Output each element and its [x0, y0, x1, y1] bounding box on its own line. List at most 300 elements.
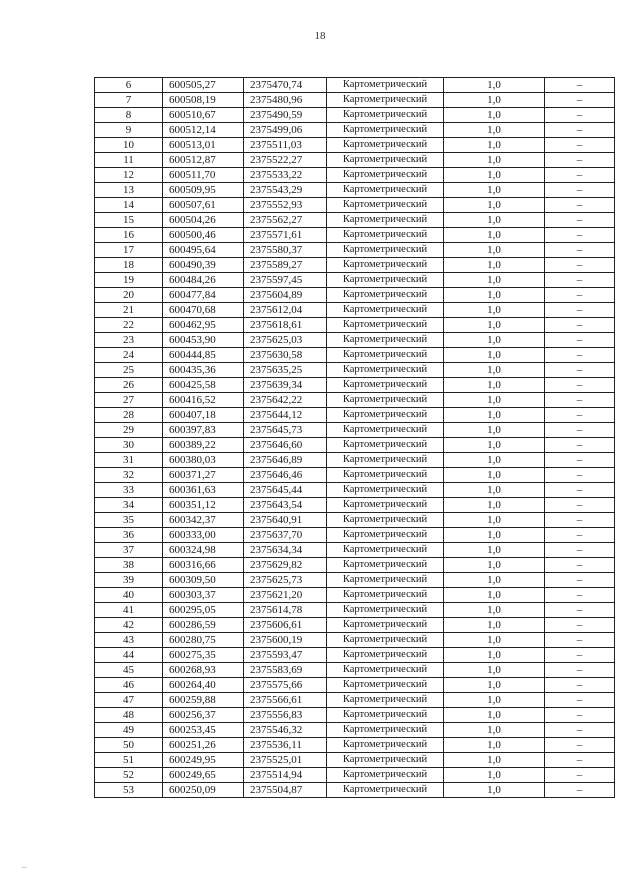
description-cell: –	[545, 528, 615, 543]
method-cell: Картометрический	[327, 198, 444, 213]
point-number-cell: 51	[95, 753, 163, 768]
y-coordinate-cell: 2375612,04	[244, 303, 327, 318]
y-coordinate-cell: 2375546,32	[244, 723, 327, 738]
point-number-cell: 10	[95, 138, 163, 153]
description-cell: –	[545, 108, 615, 123]
point-number-cell: 23	[95, 333, 163, 348]
table-row	[95, 228, 615, 243]
table-row	[95, 633, 615, 648]
point-number-cell: 28	[95, 408, 163, 423]
description-cell: –	[545, 348, 615, 363]
description-cell: –	[545, 663, 615, 678]
y-coordinate-cell: 2375511,03	[244, 138, 327, 153]
method-cell: Картометрический	[327, 483, 444, 498]
point-number-cell: 34	[95, 498, 163, 513]
table-row	[95, 618, 615, 633]
method-cell: Картометрический	[327, 378, 444, 393]
description-cell: –	[545, 333, 615, 348]
y-coordinate-cell: 2375566,61	[244, 693, 327, 708]
x-coordinate-cell: 600495,64	[163, 243, 244, 258]
point-number-cell: 15	[95, 213, 163, 228]
method-cell: Картометрический	[327, 618, 444, 633]
y-coordinate-cell: 2375625,73	[244, 573, 327, 588]
accuracy-cell: 1,0	[444, 648, 545, 663]
table-row	[95, 348, 615, 363]
x-coordinate-cell: 600351,12	[163, 498, 244, 513]
point-number-cell: 30	[95, 438, 163, 453]
accuracy-cell: 1,0	[444, 603, 545, 618]
y-coordinate-cell: 2375536,11	[244, 738, 327, 753]
description-cell: –	[545, 288, 615, 303]
point-number-cell: 40	[95, 588, 163, 603]
accuracy-cell: 1,0	[444, 783, 545, 798]
x-coordinate-cell: 600484,26	[163, 273, 244, 288]
point-number-cell: 29	[95, 423, 163, 438]
method-cell: Картометрический	[327, 753, 444, 768]
description-cell: –	[545, 228, 615, 243]
y-coordinate-cell: 2375635,25	[244, 363, 327, 378]
y-coordinate-cell: 2375525,01	[244, 753, 327, 768]
coordinates-table-body	[95, 78, 615, 798]
table-row	[95, 123, 615, 138]
accuracy-cell: 1,0	[444, 393, 545, 408]
method-cell: Картометрический	[327, 213, 444, 228]
y-coordinate-cell: 2375552,93	[244, 198, 327, 213]
y-coordinate-cell: 2375543,29	[244, 183, 327, 198]
y-coordinate-cell: 2375597,45	[244, 273, 327, 288]
accuracy-cell: 1,0	[444, 483, 545, 498]
x-coordinate-cell: 600259,88	[163, 693, 244, 708]
x-coordinate-cell: 600504,26	[163, 213, 244, 228]
y-coordinate-cell: 2375646,46	[244, 468, 327, 483]
point-number-cell: 52	[95, 768, 163, 783]
accuracy-cell: 1,0	[444, 513, 545, 528]
table-row	[95, 258, 615, 273]
accuracy-cell: 1,0	[444, 153, 545, 168]
description-cell: –	[545, 423, 615, 438]
accuracy-cell: 1,0	[444, 333, 545, 348]
y-coordinate-cell: 2375640,91	[244, 513, 327, 528]
point-number-cell: 8	[95, 108, 163, 123]
table-row	[95, 738, 615, 753]
point-number-cell: 43	[95, 633, 163, 648]
point-number-cell: 27	[95, 393, 163, 408]
accuracy-cell: 1,0	[444, 78, 545, 93]
method-cell: Картометрический	[327, 318, 444, 333]
method-cell: Картометрический	[327, 273, 444, 288]
x-coordinate-cell: 600509,95	[163, 183, 244, 198]
table-row	[95, 423, 615, 438]
accuracy-cell: 1,0	[444, 618, 545, 633]
description-cell: –	[545, 543, 615, 558]
description-cell: –	[545, 483, 615, 498]
method-cell: Картометрический	[327, 558, 444, 573]
y-coordinate-cell: 2375575,66	[244, 678, 327, 693]
table-row	[95, 723, 615, 738]
table-row	[95, 708, 615, 723]
x-coordinate-cell: 600510,67	[163, 108, 244, 123]
point-number-cell: 22	[95, 318, 163, 333]
x-coordinate-cell: 600249,65	[163, 768, 244, 783]
accuracy-cell: 1,0	[444, 723, 545, 738]
method-cell: Картометрический	[327, 153, 444, 168]
scan-mark: –	[22, 862, 27, 872]
x-coordinate-cell: 600462,95	[163, 318, 244, 333]
point-number-cell: 32	[95, 468, 163, 483]
y-coordinate-cell: 2375645,73	[244, 423, 327, 438]
table-row	[95, 153, 615, 168]
y-coordinate-cell: 2375556,83	[244, 708, 327, 723]
y-coordinate-cell: 2375642,22	[244, 393, 327, 408]
description-cell: –	[545, 633, 615, 648]
method-cell: Картометрический	[327, 603, 444, 618]
method-cell: Картометрический	[327, 408, 444, 423]
table-row	[95, 498, 615, 513]
description-cell: –	[545, 168, 615, 183]
accuracy-cell: 1,0	[444, 453, 545, 468]
method-cell: Картометрический	[327, 333, 444, 348]
description-cell: –	[545, 588, 615, 603]
accuracy-cell: 1,0	[444, 243, 545, 258]
point-number-cell: 44	[95, 648, 163, 663]
x-coordinate-cell: 600416,52	[163, 393, 244, 408]
y-coordinate-cell: 2375643,54	[244, 498, 327, 513]
point-number-cell: 18	[95, 258, 163, 273]
x-coordinate-cell: 600333,00	[163, 528, 244, 543]
page-number: 18	[314, 30, 326, 42]
y-coordinate-cell: 2375639,34	[244, 378, 327, 393]
table-row	[95, 558, 615, 573]
description-cell: –	[545, 753, 615, 768]
point-number-cell: 48	[95, 708, 163, 723]
description-cell: –	[545, 603, 615, 618]
description-cell: –	[545, 258, 615, 273]
y-coordinate-cell: 2375571,61	[244, 228, 327, 243]
description-cell: –	[545, 693, 615, 708]
table-row	[95, 318, 615, 333]
x-coordinate-cell: 600477,84	[163, 288, 244, 303]
method-cell: Картометрический	[327, 438, 444, 453]
table-row	[95, 588, 615, 603]
point-number-cell: 24	[95, 348, 163, 363]
point-number-cell: 37	[95, 543, 163, 558]
x-coordinate-cell: 600425,58	[163, 378, 244, 393]
description-cell: –	[545, 438, 615, 453]
method-cell: Картометрический	[327, 228, 444, 243]
method-cell: Картометрический	[327, 423, 444, 438]
x-coordinate-cell: 600389,22	[163, 438, 244, 453]
accuracy-cell: 1,0	[444, 708, 545, 723]
x-coordinate-cell: 600316,66	[163, 558, 244, 573]
point-number-cell: 53	[95, 783, 163, 798]
description-cell: –	[545, 318, 615, 333]
description-cell: –	[545, 783, 615, 798]
method-cell: Картометрический	[327, 468, 444, 483]
method-cell: Картометрический	[327, 243, 444, 258]
point-number-cell: 14	[95, 198, 163, 213]
description-cell: –	[545, 183, 615, 198]
method-cell: Картометрический	[327, 453, 444, 468]
y-coordinate-cell: 2375514,94	[244, 768, 327, 783]
x-coordinate-cell: 600249,95	[163, 753, 244, 768]
x-coordinate-cell: 600280,75	[163, 633, 244, 648]
description-cell: –	[545, 768, 615, 783]
x-coordinate-cell: 600361,63	[163, 483, 244, 498]
method-cell: Картометрический	[327, 738, 444, 753]
x-coordinate-cell: 600512,14	[163, 123, 244, 138]
table-row	[95, 648, 615, 663]
description-cell: –	[545, 708, 615, 723]
accuracy-cell: 1,0	[444, 588, 545, 603]
description-cell: –	[545, 363, 615, 378]
description-cell: –	[545, 378, 615, 393]
table-row	[95, 438, 615, 453]
description-cell: –	[545, 213, 615, 228]
x-coordinate-cell: 600507,61	[163, 198, 244, 213]
point-number-cell: 7	[95, 93, 163, 108]
accuracy-cell: 1,0	[444, 288, 545, 303]
accuracy-cell: 1,0	[444, 633, 545, 648]
method-cell: Картометрический	[327, 768, 444, 783]
accuracy-cell: 1,0	[444, 303, 545, 318]
table-row	[95, 363, 615, 378]
y-coordinate-cell: 2375470,74	[244, 78, 327, 93]
method-cell: Картометрический	[327, 543, 444, 558]
x-coordinate-cell: 600371,27	[163, 468, 244, 483]
y-coordinate-cell: 2375480,96	[244, 93, 327, 108]
x-coordinate-cell: 600407,18	[163, 408, 244, 423]
description-cell: –	[545, 618, 615, 633]
y-coordinate-cell: 2375646,89	[244, 453, 327, 468]
y-coordinate-cell: 2375629,82	[244, 558, 327, 573]
y-coordinate-cell: 2375499,06	[244, 123, 327, 138]
accuracy-cell: 1,0	[444, 168, 545, 183]
accuracy-cell: 1,0	[444, 228, 545, 243]
x-coordinate-cell: 600508,19	[163, 93, 244, 108]
table-row	[95, 753, 615, 768]
accuracy-cell: 1,0	[444, 468, 545, 483]
table-row	[95, 453, 615, 468]
table-row	[95, 243, 615, 258]
table-row	[95, 468, 615, 483]
table-row	[95, 183, 615, 198]
table-row	[95, 378, 615, 393]
description-cell: –	[545, 78, 615, 93]
y-coordinate-cell: 2375630,58	[244, 348, 327, 363]
x-coordinate-cell: 600512,87	[163, 153, 244, 168]
method-cell: Картометрический	[327, 528, 444, 543]
x-coordinate-cell: 600250,09	[163, 783, 244, 798]
description-cell: –	[545, 408, 615, 423]
accuracy-cell: 1,0	[444, 678, 545, 693]
description-cell: –	[545, 453, 615, 468]
description-cell: –	[545, 513, 615, 528]
y-coordinate-cell: 2375644,12	[244, 408, 327, 423]
accuracy-cell: 1,0	[444, 183, 545, 198]
x-coordinate-cell: 600500,46	[163, 228, 244, 243]
point-number-cell: 46	[95, 678, 163, 693]
accuracy-cell: 1,0	[444, 363, 545, 378]
accuracy-cell: 1,0	[444, 498, 545, 513]
x-coordinate-cell: 600470,68	[163, 303, 244, 318]
accuracy-cell: 1,0	[444, 753, 545, 768]
table-row	[95, 78, 615, 93]
accuracy-cell: 1,0	[444, 108, 545, 123]
x-coordinate-cell: 600511,70	[163, 168, 244, 183]
description-cell: –	[545, 123, 615, 138]
accuracy-cell: 1,0	[444, 693, 545, 708]
table-row	[95, 783, 615, 798]
point-number-cell: 42	[95, 618, 163, 633]
table-row	[95, 288, 615, 303]
point-number-cell: 25	[95, 363, 163, 378]
y-coordinate-cell: 2375618,61	[244, 318, 327, 333]
table-row	[95, 528, 615, 543]
coordinates-table	[94, 77, 615, 798]
accuracy-cell: 1,0	[444, 573, 545, 588]
point-number-cell: 31	[95, 453, 163, 468]
point-number-cell: 41	[95, 603, 163, 618]
point-number-cell: 13	[95, 183, 163, 198]
x-coordinate-cell: 600380,03	[163, 453, 244, 468]
table-row	[95, 303, 615, 318]
accuracy-cell: 1,0	[444, 258, 545, 273]
method-cell: Картометрический	[327, 363, 444, 378]
method-cell: Картометрический	[327, 258, 444, 273]
description-cell: –	[545, 468, 615, 483]
x-coordinate-cell: 600295,05	[163, 603, 244, 618]
method-cell: Картометрический	[327, 123, 444, 138]
point-number-cell: 19	[95, 273, 163, 288]
accuracy-cell: 1,0	[444, 528, 545, 543]
point-number-cell: 33	[95, 483, 163, 498]
method-cell: Картометрический	[327, 783, 444, 798]
description-cell: –	[545, 198, 615, 213]
y-coordinate-cell: 2375504,87	[244, 783, 327, 798]
accuracy-cell: 1,0	[444, 738, 545, 753]
description-cell: –	[545, 738, 615, 753]
y-coordinate-cell: 2375625,03	[244, 333, 327, 348]
accuracy-cell: 1,0	[444, 348, 545, 363]
x-coordinate-cell: 600490,39	[163, 258, 244, 273]
x-coordinate-cell: 600324,98	[163, 543, 244, 558]
accuracy-cell: 1,0	[444, 123, 545, 138]
method-cell: Картометрический	[327, 693, 444, 708]
table-row	[95, 483, 615, 498]
table-row	[95, 213, 615, 228]
x-coordinate-cell: 600513,01	[163, 138, 244, 153]
point-number-cell: 12	[95, 168, 163, 183]
point-number-cell: 36	[95, 528, 163, 543]
point-number-cell: 9	[95, 123, 163, 138]
method-cell: Картометрический	[327, 663, 444, 678]
method-cell: Картометрический	[327, 513, 444, 528]
table-row	[95, 768, 615, 783]
accuracy-cell: 1,0	[444, 663, 545, 678]
y-coordinate-cell: 2375637,70	[244, 528, 327, 543]
y-coordinate-cell: 2375614,78	[244, 603, 327, 618]
y-coordinate-cell: 2375589,27	[244, 258, 327, 273]
accuracy-cell: 1,0	[444, 543, 545, 558]
description-cell: –	[545, 498, 615, 513]
accuracy-cell: 1,0	[444, 213, 545, 228]
table-row	[95, 603, 615, 618]
method-cell: Картометрический	[327, 138, 444, 153]
description-cell: –	[545, 573, 615, 588]
description-cell: –	[545, 138, 615, 153]
description-cell: –	[545, 273, 615, 288]
x-coordinate-cell: 600253,45	[163, 723, 244, 738]
table-row	[95, 573, 615, 588]
description-cell: –	[545, 558, 615, 573]
point-number-cell: 17	[95, 243, 163, 258]
table-row	[95, 93, 615, 108]
table-row	[95, 678, 615, 693]
method-cell: Картометрический	[327, 393, 444, 408]
point-number-cell: 20	[95, 288, 163, 303]
table-row	[95, 393, 615, 408]
y-coordinate-cell: 2375562,27	[244, 213, 327, 228]
method-cell: Картометрический	[327, 93, 444, 108]
accuracy-cell: 1,0	[444, 378, 545, 393]
description-cell: –	[545, 153, 615, 168]
y-coordinate-cell: 2375600,19	[244, 633, 327, 648]
table-row	[95, 693, 615, 708]
y-coordinate-cell: 2375583,69	[244, 663, 327, 678]
x-coordinate-cell: 600275,35	[163, 648, 244, 663]
x-coordinate-cell: 600444,85	[163, 348, 244, 363]
accuracy-cell: 1,0	[444, 768, 545, 783]
method-cell: Картометрический	[327, 348, 444, 363]
point-number-cell: 38	[95, 558, 163, 573]
table-row	[95, 273, 615, 288]
y-coordinate-cell: 2375646,60	[244, 438, 327, 453]
method-cell: Картометрический	[327, 588, 444, 603]
x-coordinate-cell: 600256,37	[163, 708, 244, 723]
method-cell: Картометрический	[327, 183, 444, 198]
point-number-cell: 45	[95, 663, 163, 678]
x-coordinate-cell: 600309,50	[163, 573, 244, 588]
y-coordinate-cell: 2375621,20	[244, 588, 327, 603]
description-cell: –	[545, 678, 615, 693]
method-cell: Картометрический	[327, 288, 444, 303]
description-cell: –	[545, 723, 615, 738]
y-coordinate-cell: 2375533,22	[244, 168, 327, 183]
accuracy-cell: 1,0	[444, 318, 545, 333]
description-cell: –	[545, 393, 615, 408]
table-row	[95, 108, 615, 123]
x-coordinate-cell: 600251,26	[163, 738, 244, 753]
method-cell: Картометрический	[327, 303, 444, 318]
point-number-cell: 47	[95, 693, 163, 708]
x-coordinate-cell: 600264,40	[163, 678, 244, 693]
method-cell: Картометрический	[327, 573, 444, 588]
x-coordinate-cell: 600286,59	[163, 618, 244, 633]
y-coordinate-cell: 2375593,47	[244, 648, 327, 663]
description-cell: –	[545, 243, 615, 258]
point-number-cell: 49	[95, 723, 163, 738]
method-cell: Картометрический	[327, 78, 444, 93]
method-cell: Картометрический	[327, 498, 444, 513]
point-number-cell: 6	[95, 78, 163, 93]
point-number-cell: 26	[95, 378, 163, 393]
point-number-cell: 21	[95, 303, 163, 318]
point-number-cell: 50	[95, 738, 163, 753]
accuracy-cell: 1,0	[444, 408, 545, 423]
y-coordinate-cell: 2375522,27	[244, 153, 327, 168]
table-row	[95, 408, 615, 423]
point-number-cell: 16	[95, 228, 163, 243]
